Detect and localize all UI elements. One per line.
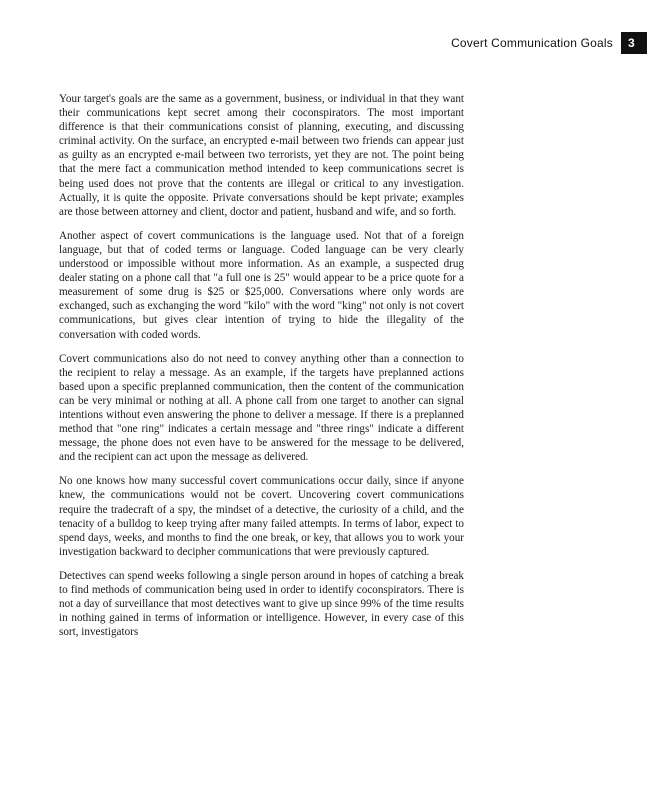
- paragraph: Detectives can spend weeks following a single person around in hopes of catching a break to find methods of communication being used in order to identify coconspirators. There is not a day of surveillance that most detectives want to give up since 99% of the time results in nothing gained in terms of information or intelligence. However, in every case of this sort, investigators: [59, 569, 464, 639]
- running-title: Covert Communication Goals: [451, 36, 613, 50]
- paragraph: Covert communications also do not need to convey anything other than a connection to the recipient to relay a message. As an example, if the targets have preplanned actions based upon a specific preplanned communication, then the content of the communication can be very minimal or nothing at all. A phone call from one target to another can signal intentions without even answering the phone to deliver a message. If there is a preplanned method that "one ring" indicates a certain message and "three rings" indicate a different message, the phone does not even have to be answered for the message to be delivered, and the recipient can act upon the message as delivered.: [59, 352, 464, 464]
- body-text: [59, 92, 464, 649]
- running-header: [451, 32, 647, 54]
- paragraph: No one knows how many successful covert communications occur daily, since if anyone knew, the communications would not be covert. Uncovering covert communications require the tradecraft of a spy, the mindset of a detective, the curiosity of a child, and the tenacity of a bulldog to keep trying after many failed attempts. In terms of labor, expect to spend days, weeks, and months to find the one break, or key, that allows you to work your investigation backward to decipher communications that were previously captured.: [59, 475, 464, 558]
- page-number-badge: 3: [621, 32, 647, 54]
- paragraph: Your target's goals are the same as a government, business, or individual in that they want their communications kept secret among their coconspirators. The most important difference is that their communications consist of planning, executing, and discussing criminal activity. On the surface, an encrypted e-mail between two friends can appear just as guilty as an encrypted e-mail between two terrorists, yet they are not. The point being that the mere fact a communication method intended to keep communications secret is being used does not prove that the contents are illegal or critical to any investigation. Actually, it is quite the opposite. Private conversations should be kept private; examples are those between attorney and client, doctor and patient, husband and wife, and so forth.: [59, 93, 464, 218]
- paragraph: Another aspect of covert communications is the language used. Not that of a foreign language, but that of coded terms or language. Coded language can be very clearly understood or impossible without more information. As an example, a suspected drug dealer stating on a phone call that "a full one is 25" would appear to be a price quote for a measurement of some drug is $25 or $25,000. Conversations where only words are exchanged, such as exchanging the word "kilo" with the word "king" not only is not covert communications, but gives clear intention of trying to hide the illegality of the conversation with coded words.: [59, 229, 464, 341]
